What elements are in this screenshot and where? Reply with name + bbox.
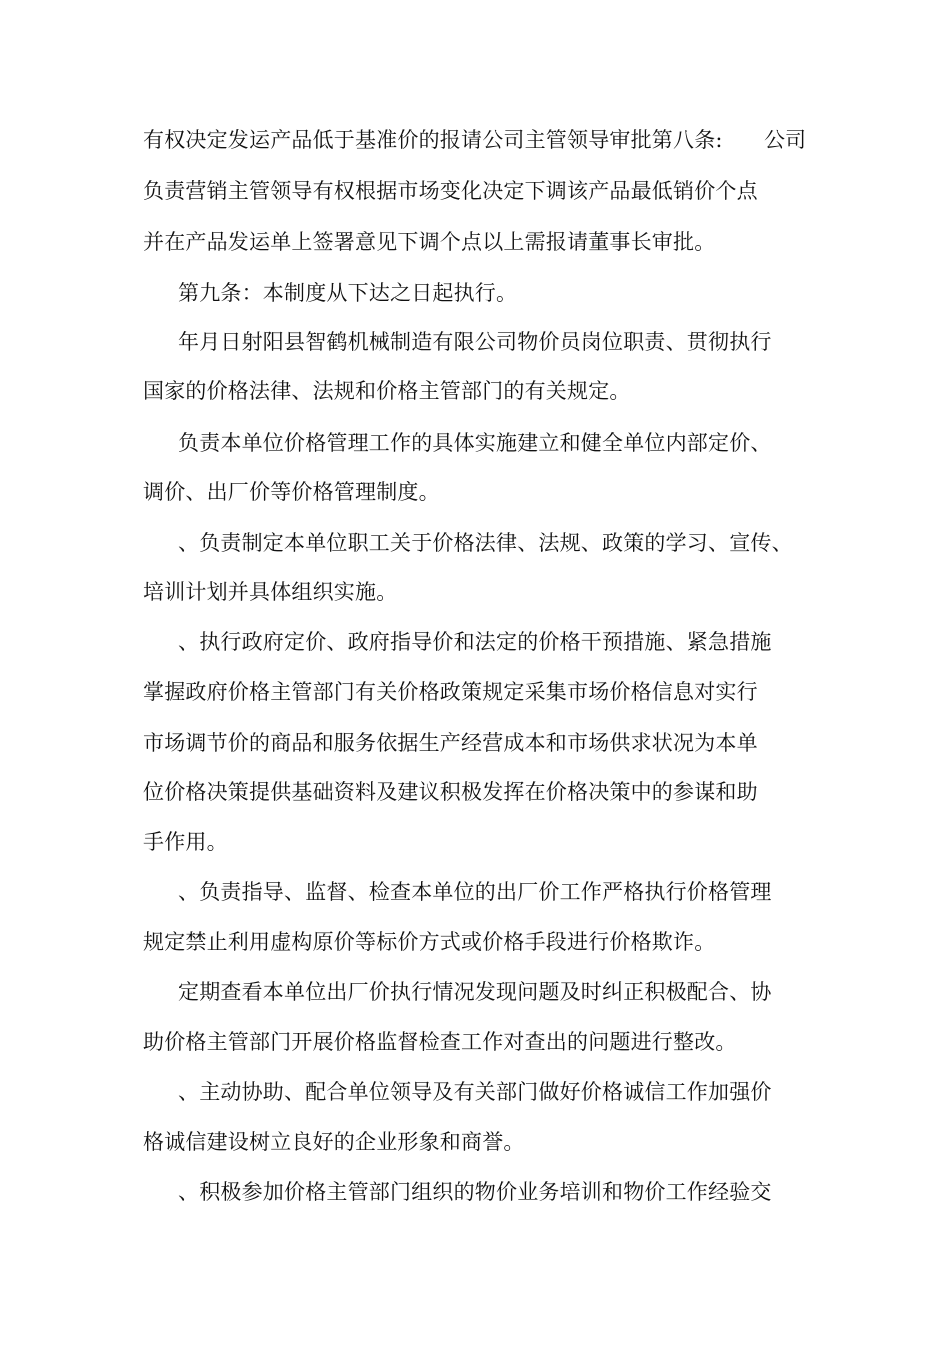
text-line-22: 、积极参加价格主管部门组织的物价业务培训和物价工作经验交 [178,1180,772,1204]
text-line-7: 负责本单位价格管理工作的具体实施建立和健全单位内部定价、 [178,431,772,455]
text-line-3: 并在产品发运单上签署意见下调个点以上需报请董事长审批。 [143,230,716,254]
text-line-18: 定期查看本单位出厂价执行情况发现问题及时纠正积极配合、协 [178,980,772,1004]
text-line-11: 、执行政府定价、政府指导价和法定的价格干预措施、紧急措施 [178,630,772,654]
text-line-20: 、主动协助、配合单位领导及有关部门做好价格诚信工作加强价 [178,1080,772,1104]
text-line-6: 国家的价格法律、法规和价格主管部门的有关规定。 [143,379,631,403]
text-line-5: 年月日射阳县智鹤机械制造有限公司物价员岗位职责、贯彻执行 [178,330,772,354]
text-line-8: 调价、出厂价等价格管理制度。 [143,480,440,504]
text-line-15: 手作用。 [143,830,228,854]
text-line-21: 格诚信建设树立良好的企业形象和商誉。 [143,1130,525,1154]
text-line-1: 有权决定发运产品低于基准价的报请公司主管领导审批第八条: [143,128,723,152]
text-line-19: 助价格主管部门开展价格监督检查工作对查出的问题进行整改。 [143,1030,737,1054]
text-line-10: 培训计划并具体组织实施。 [143,580,398,604]
text-line-16: 、负责指导、监督、检查本单位的出厂价工作严格执行价格管理 [178,880,772,904]
text-line-12: 掌握政府价格主管部门有关价格政策规定采集市场价格信息对实行 [143,680,758,704]
text-line-17: 规定禁止利用虚构原价等标价方式或价格手段进行价格欺诈。 [143,930,716,954]
text-line-2: 负责营销主管领导有权根据市场变化决定下调该产品最低销价个点 [143,179,758,203]
text-line-14: 位价格决策提供基础资料及建议积极发挥在价格决策中的参谋和助 [143,780,758,804]
text-line-9: 、负责制定本单位职工关于价格法律、法规、政策的学习、宣传、 [178,531,793,555]
text-line-1-tail: 公司 [764,128,806,152]
text-line-13: 市场调节价的商品和服务依据生产经营成本和市场供求状况为本单 [143,731,758,755]
text-line-4: 第九条：本制度从下达之日起执行。 [178,281,518,305]
